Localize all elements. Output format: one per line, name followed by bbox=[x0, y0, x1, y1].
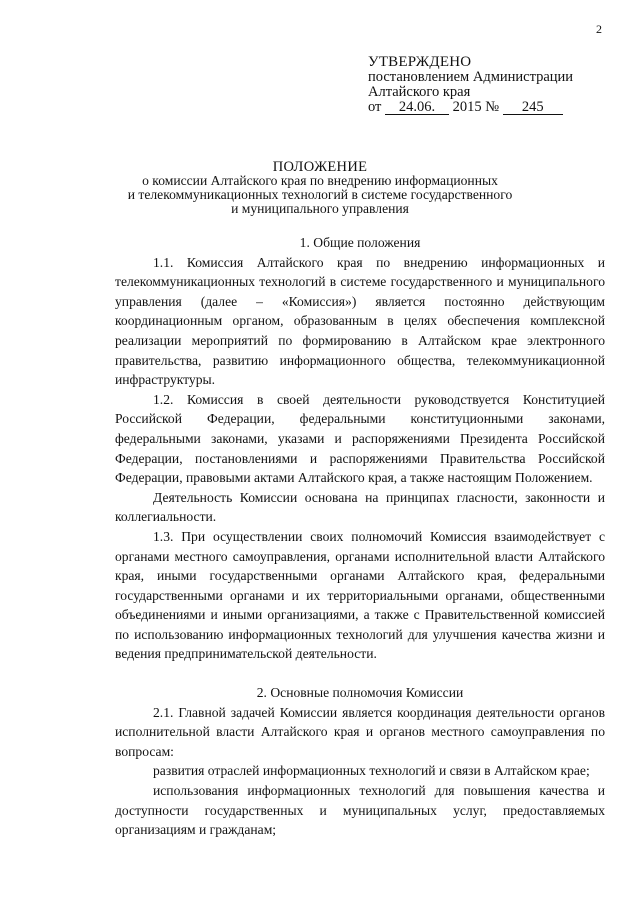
approval-date-prefix: от bbox=[368, 99, 382, 115]
document-title bbox=[0, 160, 640, 216]
paragraph-2-1: 2.1. Главной задачей Комиссии является координация деятельности органов исполнительной власти Алтайского края и органов местного самоуправления по вопросам: bbox=[115, 704, 605, 759]
approval-line-1: постановлением Администрации bbox=[368, 69, 574, 85]
approval-heading: УТВЕРЖДЕНО bbox=[368, 54, 472, 70]
approval-stamp bbox=[368, 55, 573, 115]
approval-date-line bbox=[368, 100, 573, 115]
title-line-1: о комиссии Алтайского края по внедрению информационных bbox=[142, 173, 498, 188]
section-1 bbox=[115, 233, 605, 664]
approval-number: 245 bbox=[503, 101, 563, 115]
title-line-3: и муниципального управления bbox=[231, 201, 409, 216]
paragraph-2-1-item-2: использования информационных технологий для повышения качества и доступности государственных и муниципальных услуг, предоставляемых организациям и гражданам; bbox=[115, 782, 605, 838]
section-1-heading: 1. Общие положения bbox=[299, 235, 421, 250]
approval-line-2: Алтайского края bbox=[368, 84, 471, 100]
section-2-heading: 2. Основные полномочия Комиссии bbox=[256, 685, 464, 700]
paragraph-1-3: 1.3. При осуществлении своих полномочий Комиссия взаимодействует с органами местного самоуправления, органами исполнительной власти Алтайского края, иными государственными органами Алтайского края, федеральными государственными органами и их территориальными органами, общественными объединениями и иными организациями, а также с Правительственной комиссией по использованию информационных технологий для улучшения качества жизни и ведения предпринимательской деятельности. bbox=[115, 528, 605, 662]
page-number: 2 bbox=[596, 22, 602, 36]
title-heading: ПОЛОЖЕНИЕ bbox=[272, 159, 368, 175]
paragraph-activity: Деятельность Комиссии основана на принципах гласности, законности и коллегиальности. bbox=[115, 489, 605, 525]
approval-year: 2015 № bbox=[452, 99, 500, 115]
paragraph-1-1: 1.1. Комиссия Алтайского края по внедрению информационных и телекоммуникационных технологий в системе государственного и муниципального управления (далее – «Комиссия») является постоянно действующим координационным органом, образованным в целях обеспечения комплексной реализации мероприятий по формированию в Алтайском крае электронного правительства, развитию информационного общества, телекоммуникационной инфраструктуры. bbox=[115, 254, 605, 388]
paragraph-2-1-item-1: развития отраслей информационных технологий и связи в Алтайском крае; bbox=[153, 763, 590, 779]
title-line-2: и телекоммуникационных технологий в системе государственного bbox=[127, 187, 513, 202]
section-2 bbox=[115, 683, 605, 840]
paragraph-1-2: 1.2. Комиссия в своей деятельности руководствуется Конституцией Российской Федерации, федеральными конституционными законами, федеральными законами, указами и распоряжениями Президента Российской Федерации, постановлениями и распоряжениями Правительства Российской Федерации, правовыми актами Алтайского края, а также настоящим Положением. bbox=[115, 391, 605, 486]
approval-date: 24.06. bbox=[385, 101, 449, 115]
